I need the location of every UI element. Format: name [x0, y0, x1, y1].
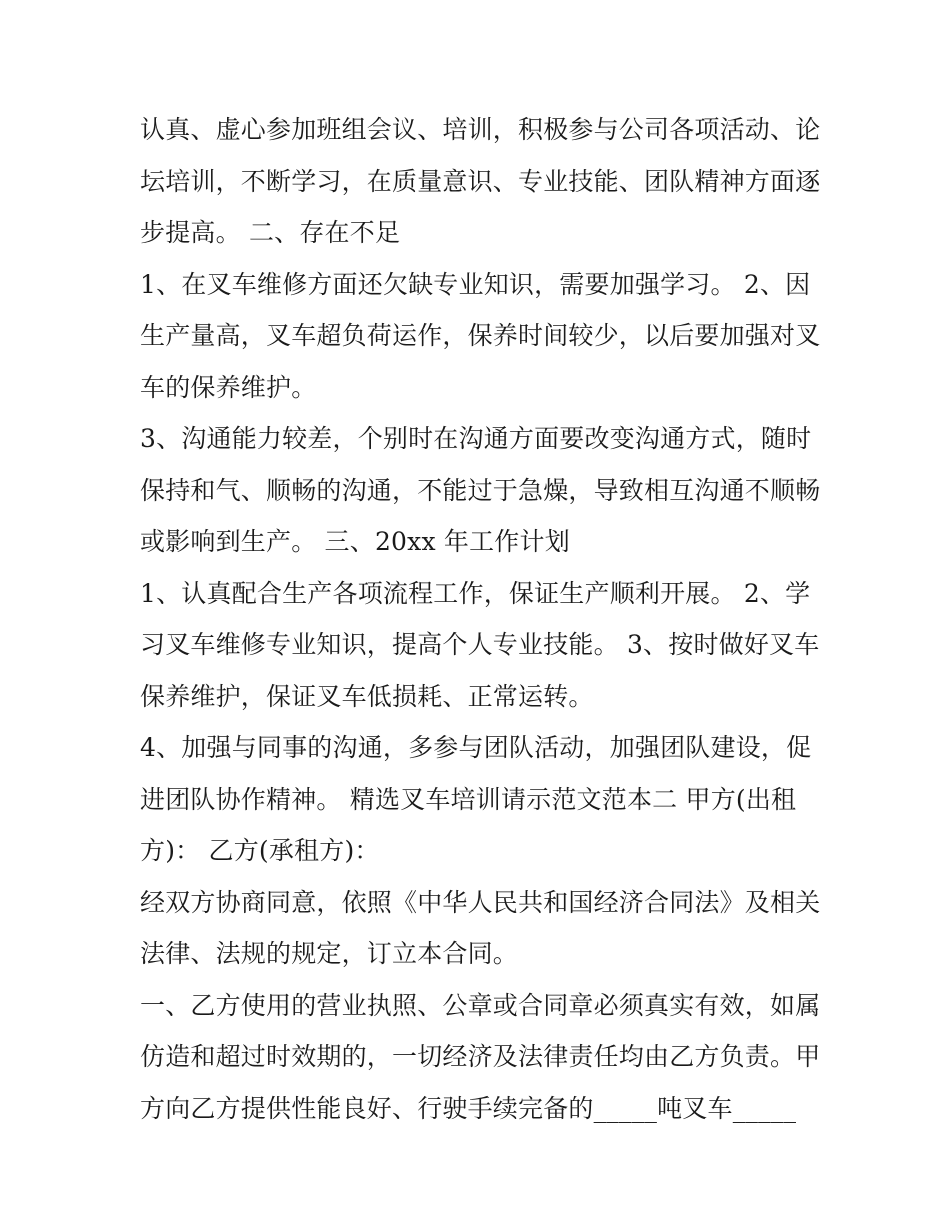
document-body: [140, 104, 820, 1134]
text-line: 1、认真配合生产各项流程工作，保证生产顺利开展。 2、学: [140, 578, 811, 608]
text-line: 认真、虚心参加班组会议、培训，积极参与公司各项活动、论: [140, 115, 821, 144]
text-line: 经双方协商同意，依照《中华人民共和国经济合同法》及相关: [140, 887, 821, 917]
text-line: 坛培训，不断学习，在质量意识、专业技能、团队精神方面逐: [140, 166, 821, 196]
text-line: 习叉车维修专业知识，提高个人专业技能。 3、按时做好叉车: [140, 630, 820, 659]
text-line: 保养维护，保证叉车低损耗、正常运转。: [140, 681, 594, 711]
text-line: 方向乙方提供性能良好、行驶手续完备的_____吨叉车_____: [140, 1093, 797, 1123]
text-line: 一、乙方使用的营业执照、公章或合同章必须真实有效，如属: [140, 990, 821, 1020]
text-line: 车的保养维护。: [140, 372, 317, 402]
text-line: 3、沟通能力较差，个别时在沟通方面要改变沟通方式，随时: [140, 424, 812, 453]
text-line: 步提高。 二、存在不足: [140, 218, 401, 247]
text-line: 生产量高，叉车超负荷运作，保养时间较少，以后要加强对叉: [140, 321, 821, 350]
text-line: 保持和气、顺畅的沟通，不能过于急燥，导致相互沟通不顺畅: [140, 475, 821, 505]
text-line: 仿造和超过时效期的，一切经济及法律责任均由乙方负责。甲: [140, 1042, 821, 1071]
text-line: 或影响到生产。 三、20xx 年工作计划: [140, 527, 570, 556]
text-line: 方)： 乙方(承租方)：: [140, 836, 380, 865]
text-line: 1、在叉车维修方面还欠缺专业知识，需要加强学习。 2、因: [140, 269, 811, 299]
text-line: 4、加强与同事的沟通，多参与团队活动，加强团队建设，促: [140, 733, 812, 762]
text-line: 进团队协作精神。 精选叉车培训请示范文范本二 甲方(出租: [140, 784, 797, 814]
text-line: 法律、法规的规定，订立本合同。: [140, 939, 519, 968]
